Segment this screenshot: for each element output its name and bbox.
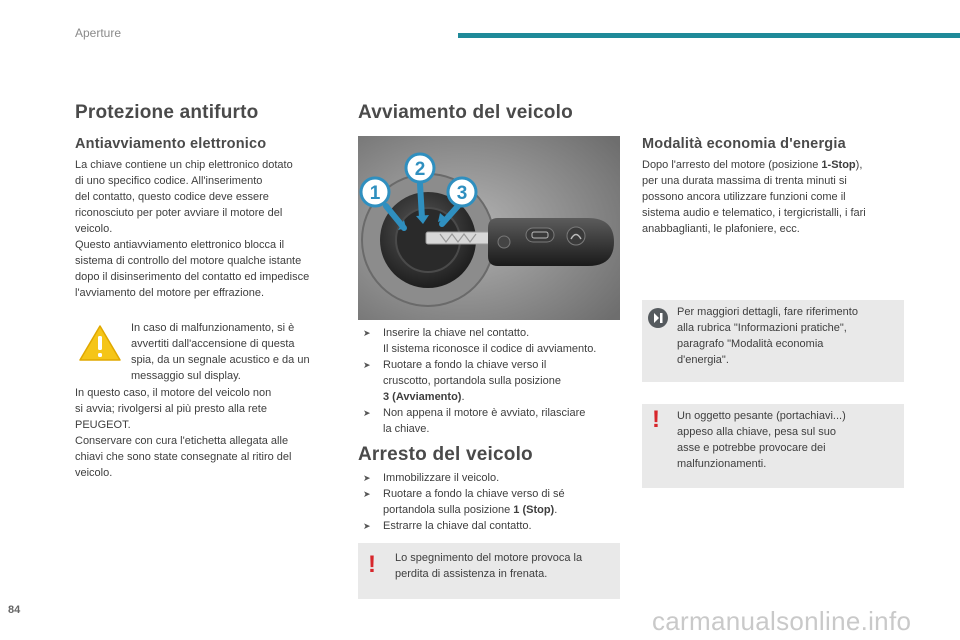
immobiliser-text: La chiave contiene un chip elettronico dotato di uno specifico codice. All'inserimento del contatto, questo codice deve essere riconosciuto per poter avviare il motore del veicolo. Questo antiavviamento elettronico blocca il sistema di controllo del motore qualche istante dopo il disinserimento del contatto ed impedisce l'avviamento del motore per effrazione. <box>75 159 310 299</box>
warning-note-text: Un oggetto pesante (portachiavi...) appeso alla chiave, pesa sul suo asse e potrebbe provocare dei malfunzionamenti. <box>677 410 846 470</box>
list-item: ➤ Non appena il motore è avviato, rilasciare la chiave. <box>363 407 586 435</box>
exclamation-icon: ! <box>368 551 376 578</box>
list-item: ➤ Ruotare a fondo la chiave verso di sé portandola sulla posizione 1 (Stop). <box>363 488 565 516</box>
info-note-box <box>642 300 904 382</box>
list-item: ➤ Inserire la chiave nel contatto. Il sistema riconosce il codice di avviamento. <box>363 327 597 355</box>
energy-economy-text: Dopo l'arresto del motore (posizione 1-Stop), per una durata massima di trenta minuti si possono ancora utilizzare funzioni come il sistema audio e telematico, i tergicristalli, i fari anabbaglianti, le plafoniere, ecc. <box>642 159 866 235</box>
arrow-bullet-icon: ➤ <box>363 328 371 338</box>
warning-note-box <box>642 404 904 488</box>
arrow-bullet-icon: ➤ <box>363 473 371 483</box>
title-vehicle-start: Avviamento del veicolo <box>358 102 573 123</box>
info-note-text: Per maggiori dettagli, fare riferimento alla rubrica "Informazioni pratiche", paragrafo "Modalità economia d'energia". <box>677 306 858 366</box>
list-item: ➤ Estrarre la chiave dal contatto. <box>363 520 532 532</box>
arrow-bullet-icon: ➤ <box>363 489 371 499</box>
header-accent-bar <box>458 33 960 38</box>
arrow-bullet-icon: ➤ <box>363 360 371 370</box>
ignition-key-image <box>358 136 620 320</box>
stop-note-box <box>358 543 620 599</box>
info-icon <box>648 308 668 328</box>
page-number: 84 <box>8 604 21 616</box>
arrow-bullet-icon: ➤ <box>363 521 371 531</box>
position-label-2: 2 <box>414 159 426 180</box>
warning-triangle-icon <box>78 323 122 363</box>
exclamation-icon: ! <box>652 406 660 433</box>
position-label-1: 1 <box>369 183 381 204</box>
title-anti-theft: Protezione antifurto <box>75 102 259 123</box>
after-warning-text: In questo caso, il motore del veicolo non si avvia; rivolgersi al più presto alla rete PEUGEOT. Conservare con cura l'etichetta allegata alle chiavi che sono state consegnate al ritiro del veicolo. <box>75 387 292 479</box>
list-item: ➤ Immobilizzare il veicolo. <box>363 472 500 484</box>
start-steps-list <box>360 325 622 437</box>
title-energy-economy: Modalità economia d'energia <box>642 136 846 152</box>
title-vehicle-stop: Arresto del veicolo <box>358 444 533 465</box>
stop-steps-list <box>360 470 622 534</box>
subtitle-immobiliser: Antiavviamento elettronico <box>75 136 267 152</box>
position-label-3: 3 <box>456 183 468 204</box>
warning-text: In caso di malfunzionamento, si è avvertiti dall'accensione di questa spia, da un segnale acustico e da un messaggio sul display. <box>131 322 310 382</box>
watermark: carmanualsonline.info <box>652 606 912 636</box>
list-item: ➤ Ruotare a fondo la chiave verso il cruscotto, portandola sulla posizione 3 (Avviamento). <box>363 359 561 403</box>
arrow-bullet-icon: ➤ <box>363 408 371 418</box>
stop-note-text: Lo spegnimento del motore provoca la perdita di assistenza in frenata. <box>395 552 583 580</box>
section-title: Aperture <box>75 26 122 40</box>
